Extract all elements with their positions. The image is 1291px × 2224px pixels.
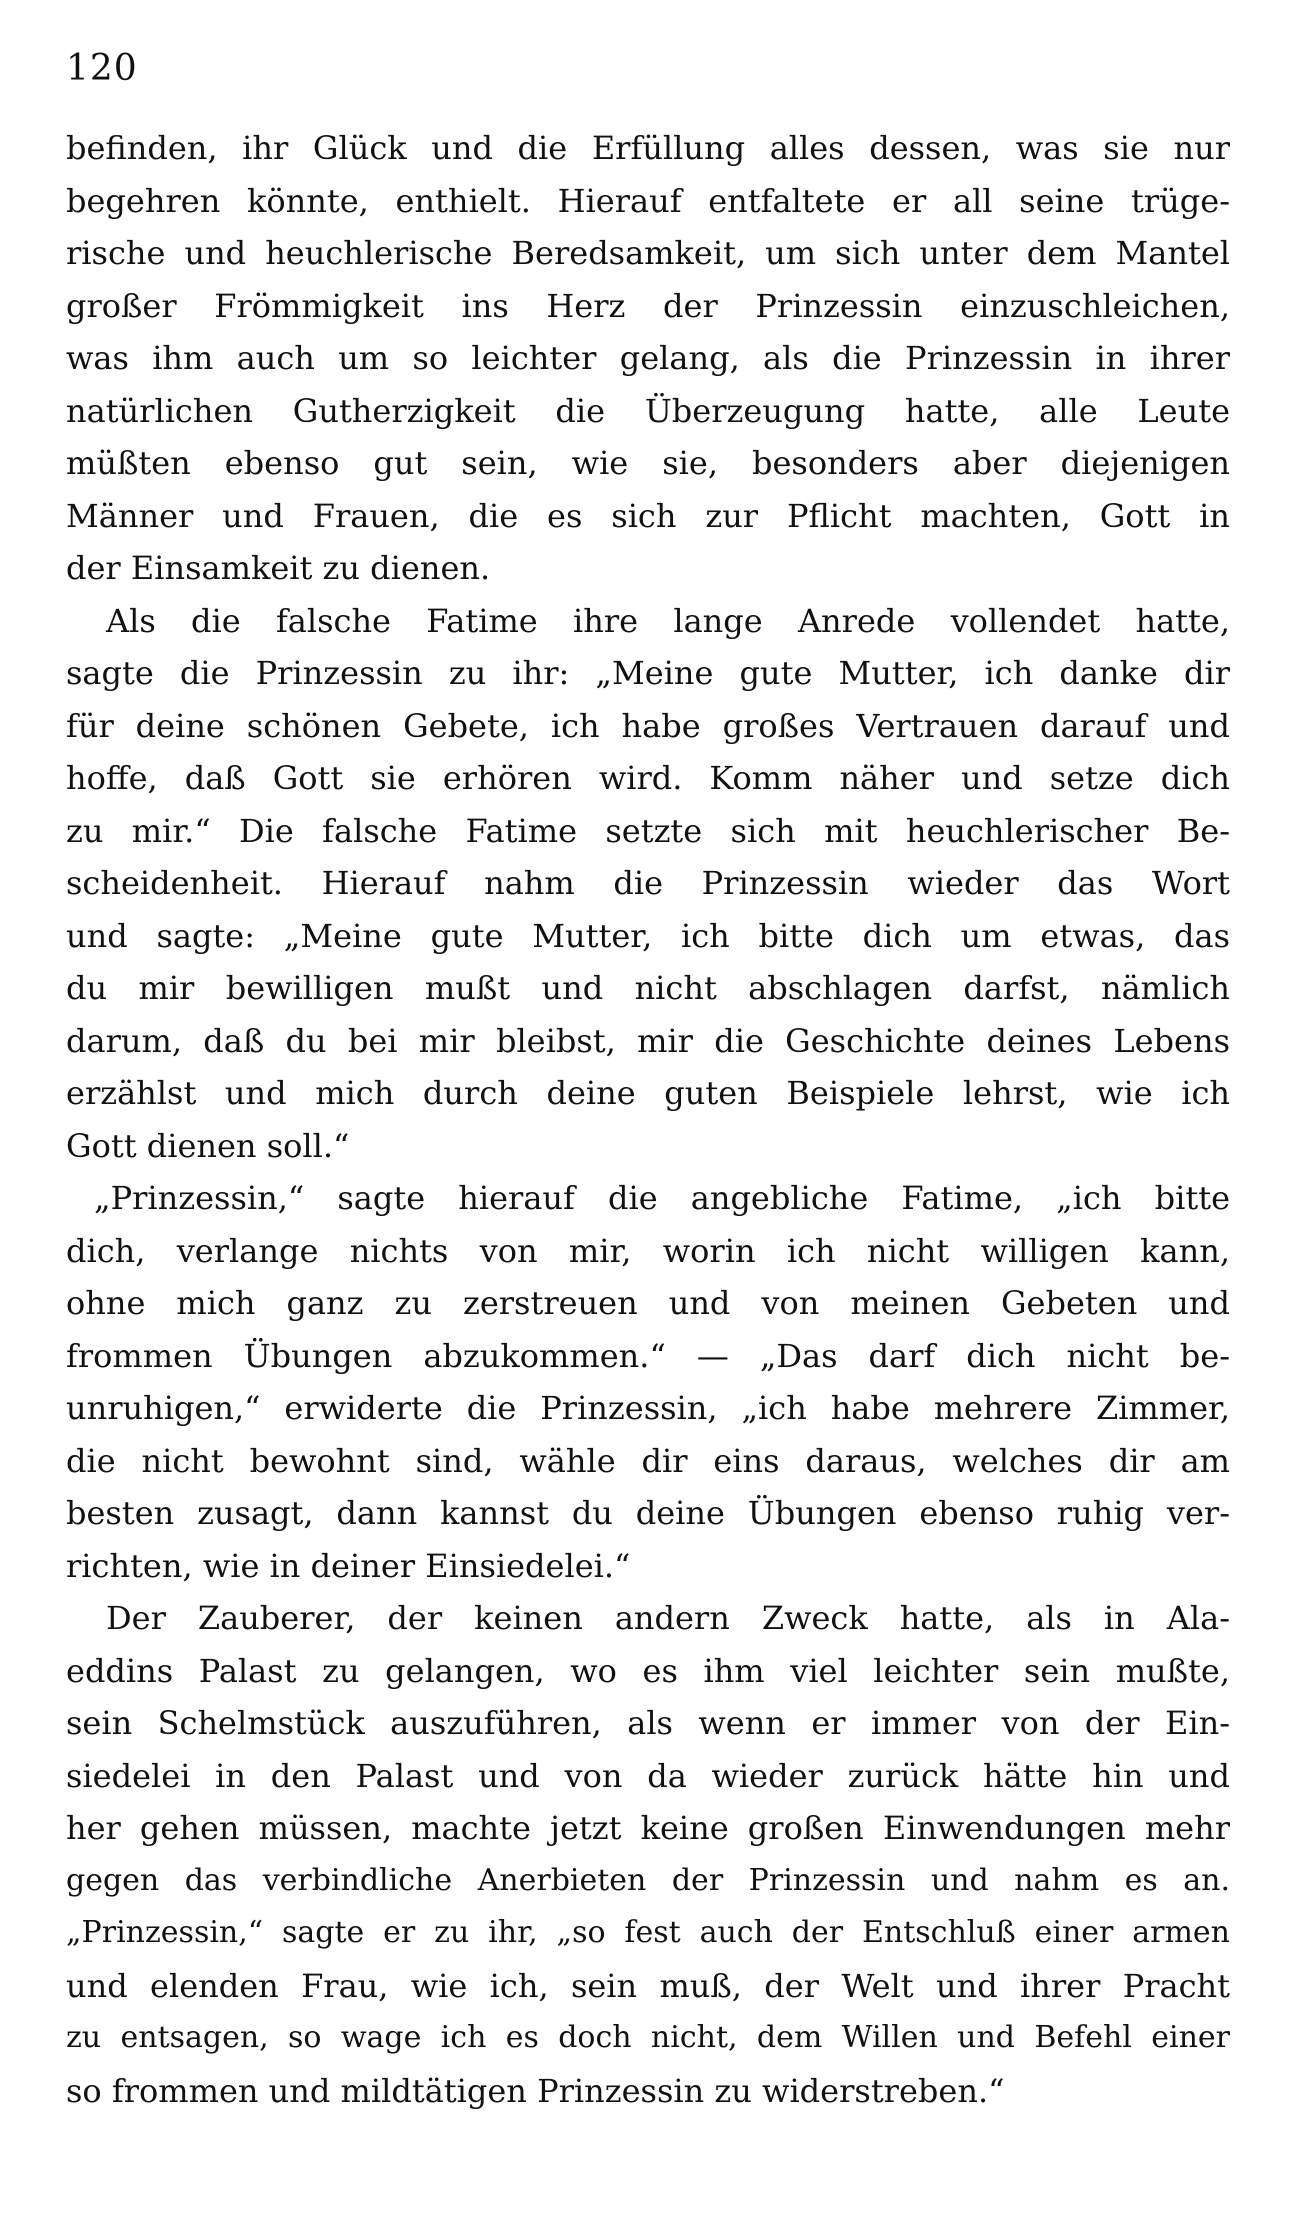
text-line: her gehen müssen, machte jetzt keine großen Einwendungen mehr <box>66 1809 1230 1847</box>
text-line: eddins Palast zu gelangen, wo es ihm viel leichter sein mußte, <box>66 1651 1230 1690</box>
text-line: „Prinzessin,“ sagte hierauf die angebliche Fatime, „ich bitte <box>94 1179 1230 1217</box>
text-line: begehren könnte, enthielt. Hierauf entfaltete er all seine trüge- <box>66 181 1230 220</box>
text-line: zu mir.“ Die falsche Fatime setzte sich mit heuchlerischer Be- <box>66 811 1230 850</box>
text-line: für deine schönen Gebete, ich habe großes Vertrauen darauf und <box>66 706 1230 745</box>
text-line: natürlichen Gutherzigkeit die Überzeugung hatte, alle Leute <box>66 391 1230 430</box>
text-line: sagte die Prinzessin zu ihr: „Meine gute Mutter, ich danke dir <box>66 654 1230 692</box>
text-line: befinden, ihr Glück und die Erfüllung alles dessen, was sie nur <box>66 129 1230 167</box>
text-line: besten zusagt, dann kannst du deine Übungen ebenso ruhig ver- <box>66 1494 1230 1532</box>
text-line: du mir bewilligen mußt und nicht abschlagen darfst, nämlich <box>66 969 1230 1007</box>
paragraph-1 <box>66 122 1230 595</box>
text-line: rische und heuchlerische Beredsamkeit, um sich unter dem Mantel <box>66 234 1230 272</box>
text-line: und elenden Frau, wie ich, sein muß, der Welt und ihrer Pracht <box>66 1966 1230 2005</box>
text-line: ohne mich ganz zu zerstreuen und von meinen Gebeten und <box>66 1284 1230 1322</box>
text-line: dich, verlange nichts von mir, worin ich nicht willigen kann, <box>66 1231 1230 1270</box>
text-line: unruhigen,“ erwiderte die Prinzessin, „ich habe mehrere Zimmer, <box>66 1389 1230 1427</box>
paragraph-3 <box>66 1172 1230 1592</box>
text-line: erzählst und mich durch deine guten Beispiele lehrst, wie ich <box>66 1074 1230 1112</box>
text-line: hoffe, daß Gott sie erhören wird. Komm näher und setze dich <box>66 759 1230 797</box>
text-line: Gott dienen soll.“ <box>66 1126 350 1165</box>
text-line: Der Zauberer, der keinen andern Zweck hatte, als in Ala- <box>106 1599 1230 1637</box>
paragraph-2 <box>66 595 1230 1173</box>
body-text <box>66 122 1230 2117</box>
text-line: der Einsamkeit zu dienen. <box>66 549 491 587</box>
text-line: „Prinzessin,“ sagte er zu ihr, „so fest auch der Entschluß einer armen <box>66 1915 1230 1950</box>
text-line: die nicht bewohnt sind, wähle dir eins daraus, welches dir am <box>66 1441 1230 1480</box>
text-line: was ihm auch um so leichter gelang, als die Prinzessin in ihrer <box>66 339 1230 377</box>
text-line: richten, wie in deiner Einsiedelei.“ <box>66 1546 631 1585</box>
text-line: und sagte: „Meine gute Mutter, ich bitte dich um etwas, das <box>66 916 1230 955</box>
text-line: scheidenheit. Hierauf nahm die Prinzessin wieder das Wort <box>66 864 1230 902</box>
text-line: darum, daß du bei mir bleibst, mir die Geschichte deines Lebens <box>66 1021 1230 1060</box>
page-number: 120 <box>66 48 138 89</box>
text-line: Als die falsche Fatime ihre lange Anrede vollendet hatte, <box>106 601 1230 640</box>
text-line: großer Frömmigkeit ins Herz der Prinzessin einzuschleichen, <box>66 286 1230 325</box>
text-line: Männer und Frauen, die es sich zur Pflicht machten, Gott in <box>66 496 1230 535</box>
text-line: so frommen und mildtätigen Prinzessin zu widerstreben.“ <box>66 2071 1005 2110</box>
paragraph-4 <box>66 1592 1230 2117</box>
text-line: gegen das verbindliche Anerbieten der Prinzessin und nahm es an. <box>66 1862 1230 1898</box>
book-page <box>66 46 1230 2117</box>
text-line: frommen Übungen abzukommen.“ — „Das darf dich nicht be- <box>66 1336 1230 1375</box>
text-line: sein Schelmstück auszuführen, als wenn er immer von der Ein- <box>66 1704 1230 1742</box>
text-line: müßten ebenso gut sein, wie sie, besonders aber diejenigen <box>66 444 1230 482</box>
text-line: zu entsagen, so wage ich es doch nicht, dem Willen und Befehl einer <box>66 2020 1230 2055</box>
text-line: siedelei in den Palast und von da wieder zurück hätte hin und <box>66 1756 1230 1795</box>
